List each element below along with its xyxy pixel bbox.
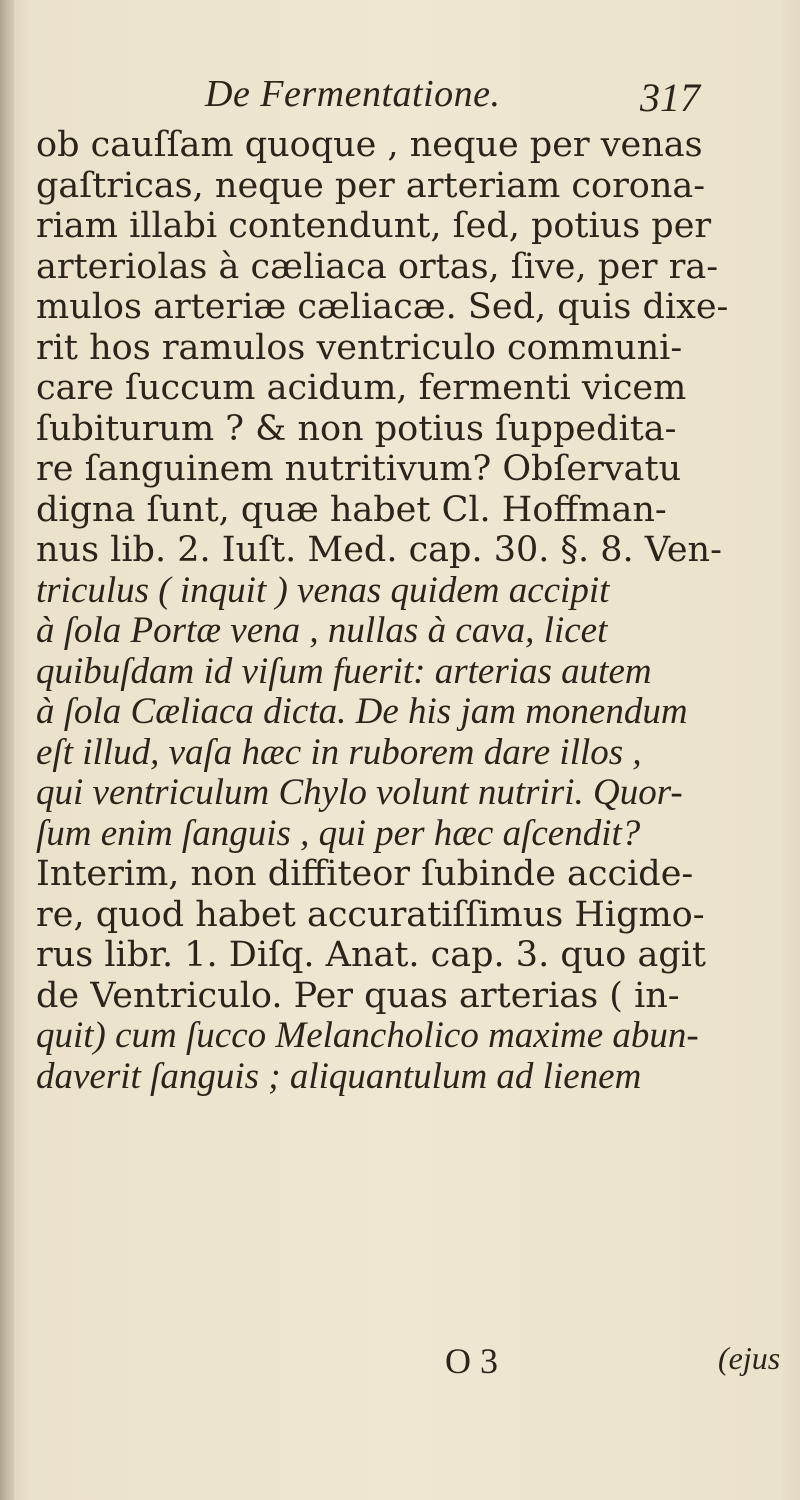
text-line: mulos arteriæ cæliacæ. Sed, quis dixe- xyxy=(36,287,729,327)
text-line: Interim, non diffiteor ſubinde accide- xyxy=(36,854,694,894)
page-footer xyxy=(0,1340,800,1380)
text-line: arteriolas à cæliaca ortas, ſive, per ra- xyxy=(36,246,719,287)
text-line: qui ventriculum Chylo volunt nutriri. Quor- xyxy=(36,773,683,813)
text-line: digna ſunt, quæ habet Cl. Hoffman- xyxy=(36,489,667,530)
text-line: ſum enim ſanguis , qui per hæc aſcendit? xyxy=(36,813,641,854)
text-line: à ſola Portæ vena , nullas à cava, licet xyxy=(36,611,608,651)
text-line: ſubiturum ? & non potius ſuppedita- xyxy=(36,408,677,449)
page-header xyxy=(0,62,800,122)
text-line: ob cauſſam quoque , neque per venas xyxy=(36,125,703,165)
text-line: quibuſdam id viſum fuerit: arterias autem xyxy=(36,651,652,692)
binding-gutter xyxy=(0,0,14,1500)
text-line: rus libr. 1. Diſq. Anat. cap. 3. quo agit xyxy=(36,935,706,975)
text-line: care ſuccum acidum, fermenti vicem xyxy=(36,368,687,408)
page-number: 317 xyxy=(640,75,700,120)
running-title: De Fermentatione. xyxy=(205,73,501,115)
catchword: (ejus xyxy=(718,1340,781,1376)
signature-mark: O 3 xyxy=(445,1341,498,1381)
text-line: re, quod habet accuratiſſimus Higmo- xyxy=(36,894,705,935)
text-line: re ſanguinem nutritivum? Obſervatu xyxy=(36,449,682,489)
text-line: de Ventriculo. Per quas arterias ( in- xyxy=(36,975,680,1016)
text-line: quit) cum ſucco Melancholico maxime abun- xyxy=(36,1016,699,1056)
text-line: rit hos ramulos ventriculo communi- xyxy=(36,327,683,368)
text-line: eſt illud, vaſa hæc in ruborem dare illos , xyxy=(36,732,642,773)
text-line: triculus ( inquit ) venas quidem accipit xyxy=(36,570,610,611)
text-line: gaſtricas, neque per arteriam corona- xyxy=(36,165,706,206)
text-line: daverit ſanguis ; aliquantulum ad lienem xyxy=(36,1056,642,1097)
text-line: riam illabi contendunt, ſed, potius per xyxy=(36,206,712,246)
text-line: nus lib. 2. Iuſt. Med. cap. 30. §. 8. Ven- xyxy=(36,530,722,570)
body-text xyxy=(36,125,786,1097)
text-line: à ſola Cæliaca dicta. De his jam monendum xyxy=(36,692,688,732)
